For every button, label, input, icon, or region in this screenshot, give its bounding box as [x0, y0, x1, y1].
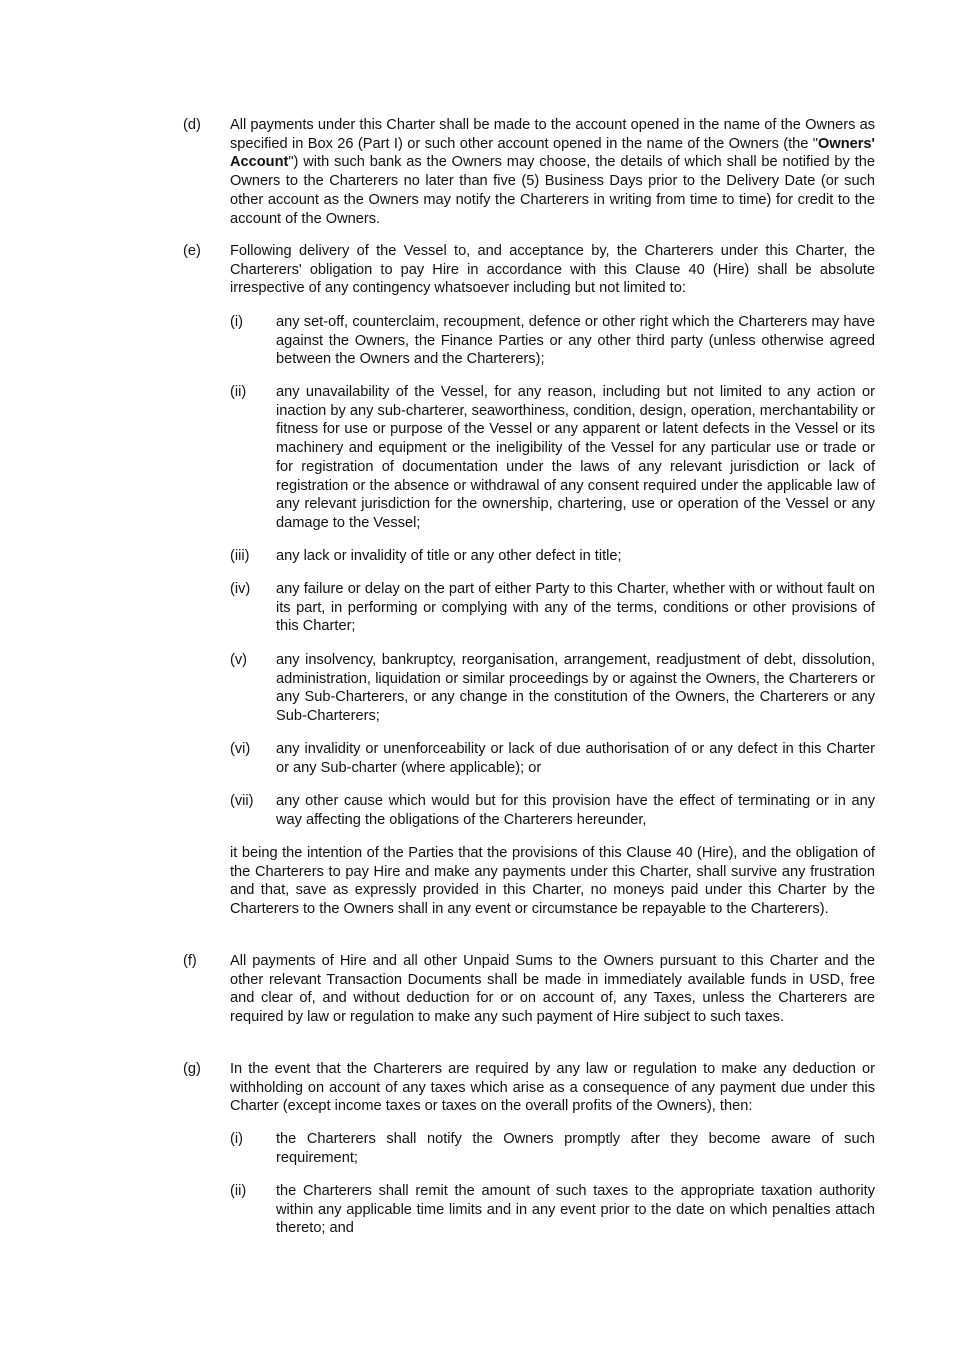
- subclause-text: the Charterers shall notify the Owners promptly after they become aware of such requirement;: [276, 1131, 875, 1166]
- subclause-label: (iv): [230, 581, 251, 597]
- subclause-e-iv: [230, 580, 875, 636]
- clause-f: [183, 952, 875, 1027]
- clause-text: All payments of Hire and all other Unpaid Sums to the Owners pursuant to this Charter and the other relevant Transaction Documents shall be made in immediately available funds in USD, free and clear of, and without deduction for or on account of, any Taxes, unless the Charterers are required by law or regulation to make any such payment of Hire subject to such taxes.: [230, 953, 875, 1026]
- clause-label: (f): [183, 953, 197, 969]
- subclause-e-vi: [230, 740, 875, 777]
- clause-g: [183, 1060, 875, 1116]
- subclause-e-i: [230, 313, 875, 369]
- subclause-text: any lack or invalidity of title or any other defect in title;: [276, 548, 622, 564]
- subclause-text: any unavailability of the Vessel, for any reason, including but not limited to any action or inaction by any sub-charterer, seaworthiness, condition, design, operation, merchantability or fitness for use or purpose of the Vessel or any apparent or latent defects in the Vessel or its machinery and equipment or the ineligibility of the Vessel for any particular use or trade or for registration of documentation under the laws of any relevant jurisdiction or lack of registration or the absence or withdrawal of any consent required under the applicable law of any relevant jurisdiction for the ownership, chartering, use or operation of the Vessel or any damage to the Vessel;: [276, 384, 875, 531]
- clause-text-part: All payments under this Charter shall be made to the account opened in the name of the Owners as specified in Box 26 (Part I) or such other account opened in the name of the Owners (the ": [230, 117, 875, 152]
- subclause-e-vii: [230, 792, 875, 829]
- clause-e-closing: it being the intention of the Parties that the provisions of this Clause 40 (Hire), and the obligation of the Charterers to pay Hire and make any payments under this Charter, shall survive any frustration and that, save as expressly provided in this Charter, no moneys paid under this Charter by the Charterers to the Owners shall in any event or circumstance be repayable to the Charterers).: [230, 845, 875, 918]
- clause-d: [183, 116, 875, 228]
- subclause-label: (vi): [230, 741, 251, 757]
- clause-label: (g): [183, 1061, 201, 1077]
- clause-text-part: ") with such bank as the Owners may choose, the details of which shall be notified by the Owners to the Charterers no later than five (5) Business Days prior to the Delivery Date (or such other account as the Owners may notify the Charterers in writing from time to time) for credit to the account of the Owners.: [230, 154, 875, 227]
- subclause-text: any failure or delay on the part of either Party to this Charter, whether with or without fault on its part, in performing or complying with any of the terms, conditions or other provisions of this Charter;: [276, 581, 875, 635]
- subclause-label: (i): [230, 314, 243, 330]
- clause-text: [230, 116, 875, 228]
- clause-text: Following delivery of the Vessel to, and acceptance by, the Charterers under this Charter, the Charterers' obligation to pay Hire in accordance with this Clause 40 (Hire) shall be absolute irrespective of any contingency whatsoever including but not limited to:: [230, 243, 875, 297]
- subclause-text: the Charterers shall remit the amount of such taxes to the appropriate taxation authority within any applicable time limits and in any event prior to the date on which penalties attach thereto; and: [276, 1183, 875, 1237]
- subclause-label: (v): [230, 652, 248, 668]
- subclause-text: any other cause which would but for this provision have the effect of terminating or in any way affecting the obligations of the Charterers hereunder,: [276, 793, 875, 828]
- subclause-text: any invalidity or unenforceability or lack of due authorisation of or any defect in this Charter or any Sub-charter (where applicable); or: [276, 741, 875, 776]
- subclause-label: (ii): [230, 1183, 247, 1199]
- clause-label: (e): [183, 243, 201, 259]
- subclause-text: any insolvency, bankruptcy, reorganisation, arrangement, readjustment of debt, dissolution, administration, liquidation or similar proceedings by or against the Owners, the Charterers or any Sub-Charterers, or any change in the constitution of the Owners, the Charterers or any Sub-Charterers;: [276, 652, 875, 725]
- subclause-label: (i): [230, 1131, 243, 1147]
- subclause-label: (vii): [230, 793, 254, 809]
- subclause-label: (iii): [230, 548, 250, 564]
- subclause-text: any set-off, counterclaim, recoupment, defence or other right which the Charterers may have against the Owners, the Finance Parties or any other third party (unless otherwise agreed between the Owners and the Charterers);: [276, 314, 875, 368]
- clause-e: [183, 242, 875, 298]
- subclause-e-v: [230, 651, 875, 726]
- defined-term: Owners' Account: [230, 135, 875, 171]
- subclause-e-iii: [230, 547, 875, 566]
- clause-text: In the event that the Charterers are required by any law or regulation to make any deduction or withholding on account of any taxes which arise as a consequence of any payment due under this Charter (except income taxes or taxes on the overall profits of the Owners), then:: [230, 1061, 875, 1115]
- subclause-e-ii: [230, 383, 875, 533]
- subclause-g-ii: [230, 1182, 875, 1238]
- clause-label: (d): [183, 117, 201, 133]
- subclause-label: (ii): [230, 384, 247, 400]
- subclause-g-i: [230, 1130, 875, 1167]
